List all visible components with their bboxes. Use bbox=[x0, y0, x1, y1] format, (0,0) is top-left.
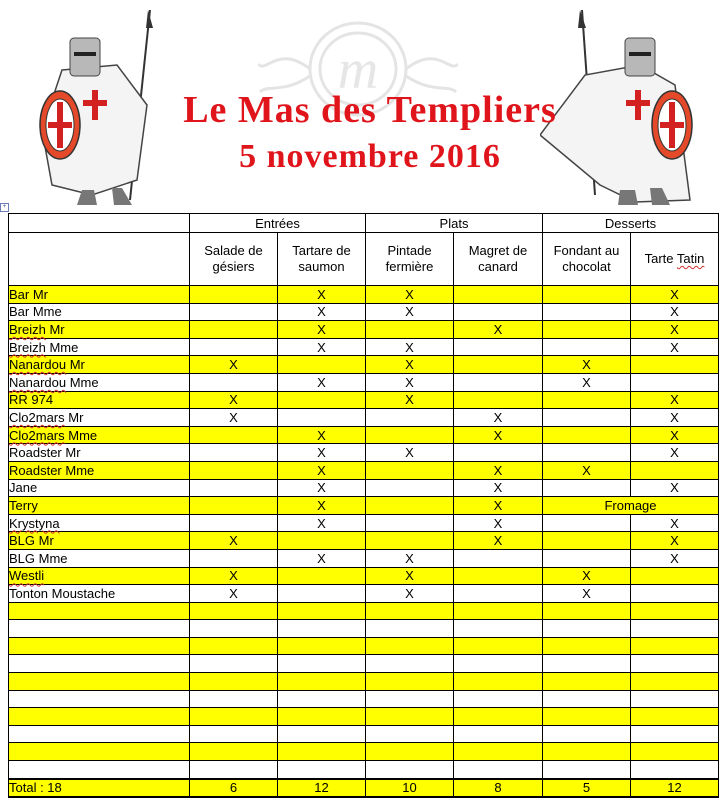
choice-cell-fondant[interactable]: X bbox=[543, 585, 631, 603]
empty-cell[interactable] bbox=[631, 637, 719, 655]
table-row bbox=[9, 567, 719, 585]
choice-cell-pintade[interactable] bbox=[366, 426, 454, 444]
empty-cell[interactable] bbox=[366, 690, 454, 708]
choice-cell-salade[interactable]: X bbox=[190, 532, 278, 550]
empty-row bbox=[9, 655, 719, 673]
choice-cell-tartare[interactable]: X bbox=[278, 514, 366, 532]
empty-cell[interactable] bbox=[9, 690, 190, 708]
guest-name[interactable]: Bar Mr bbox=[9, 286, 190, 304]
guest-name[interactable]: Breizh Mr bbox=[9, 321, 190, 339]
choice-cell-magret[interactable] bbox=[454, 373, 543, 391]
empty-cell[interactable] bbox=[631, 761, 719, 779]
total-tartare: 12 bbox=[278, 779, 366, 797]
page-title: Le Mas des Templiers bbox=[183, 89, 557, 131]
choice-cell-tatin[interactable]: X bbox=[631, 532, 719, 550]
choice-cell-tatin[interactable]: X bbox=[631, 514, 719, 532]
empty-cell[interactable] bbox=[543, 708, 631, 726]
choice-cell-fondant[interactable]: X bbox=[543, 356, 631, 374]
table-row bbox=[9, 373, 719, 391]
empty-cell[interactable] bbox=[278, 655, 366, 673]
empty-cell[interactable] bbox=[543, 673, 631, 691]
empty-cell[interactable] bbox=[631, 690, 719, 708]
empty-cell[interactable] bbox=[278, 602, 366, 620]
guest-name[interactable]: Nanardou Mme bbox=[9, 373, 190, 391]
empty-cell[interactable] bbox=[366, 743, 454, 761]
choice-cell-tatin[interactable]: X bbox=[631, 444, 719, 462]
choice-cell-tatin[interactable] bbox=[631, 461, 719, 479]
empty-cell[interactable] bbox=[278, 761, 366, 779]
choice-cell-salade[interactable] bbox=[190, 549, 278, 567]
choice-cell-pintade[interactable] bbox=[366, 532, 454, 550]
empty-cell[interactable] bbox=[278, 673, 366, 691]
empty-row bbox=[9, 708, 719, 726]
choice-cell-salade[interactable] bbox=[190, 286, 278, 304]
empty-row bbox=[9, 743, 719, 761]
choice-cell-magret[interactable]: X bbox=[454, 497, 543, 515]
empty-cell[interactable] bbox=[631, 743, 719, 761]
empty-cell[interactable] bbox=[278, 690, 366, 708]
header-tartare-de-saumon: Tartare de saumon bbox=[278, 233, 366, 286]
empty-cell[interactable] bbox=[631, 620, 719, 638]
header-plats: Plats bbox=[366, 214, 543, 233]
choice-cell-tatin[interactable]: X bbox=[631, 426, 719, 444]
choice-cell-pintade[interactable]: X bbox=[366, 549, 454, 567]
empty-cell[interactable] bbox=[543, 725, 631, 743]
guest-name[interactable]: Breizh Mme bbox=[9, 338, 190, 356]
table-row bbox=[9, 497, 719, 515]
choice-cell-tartare[interactable] bbox=[278, 409, 366, 427]
empty-cell[interactable] bbox=[454, 673, 543, 691]
choice-cell-magret[interactable] bbox=[454, 567, 543, 585]
guest-name-word: Clo2mars bbox=[9, 409, 65, 425]
choice-cell-fondant[interactable]: X bbox=[543, 373, 631, 391]
empty-cell[interactable] bbox=[190, 761, 278, 779]
empty-cell[interactable] bbox=[9, 761, 190, 779]
choice-cell-tatin[interactable] bbox=[631, 585, 719, 603]
choice-cell-salade[interactable]: X bbox=[190, 567, 278, 585]
total-salade: 6 bbox=[190, 779, 278, 797]
choice-cell-tatin[interactable]: X bbox=[631, 303, 719, 321]
dish-header-row bbox=[9, 233, 719, 286]
choice-cell-tartare[interactable] bbox=[278, 585, 366, 603]
empty-cell[interactable] bbox=[190, 690, 278, 708]
empty-cell[interactable] bbox=[543, 743, 631, 761]
table-row bbox=[9, 286, 719, 304]
table-row bbox=[9, 585, 719, 603]
guest-name-word: Breizh bbox=[9, 339, 46, 355]
choice-cell-pintade[interactable]: X bbox=[366, 286, 454, 304]
empty-cell[interactable] bbox=[9, 725, 190, 743]
guest-name[interactable] bbox=[9, 567, 190, 585]
choice-cell-tatin[interactable]: X bbox=[631, 338, 719, 356]
guest-name[interactable]: Roadster Mr bbox=[9, 444, 190, 462]
guest-name[interactable] bbox=[9, 514, 190, 532]
empty-cell[interactable] bbox=[9, 655, 190, 673]
guest-name[interactable]: Nanardou Mr bbox=[9, 356, 190, 374]
table-row bbox=[9, 444, 719, 462]
choice-cell-magret[interactable] bbox=[454, 391, 543, 409]
choice-cell-pintade[interactable]: X bbox=[366, 585, 454, 603]
choice-cell-salade[interactable]: X bbox=[190, 356, 278, 374]
choice-cell-fondant[interactable] bbox=[543, 391, 631, 409]
empty-cell[interactable] bbox=[454, 725, 543, 743]
empty-cell[interactable] bbox=[454, 620, 543, 638]
empty-cell[interactable] bbox=[454, 602, 543, 620]
empty-cell[interactable] bbox=[9, 743, 190, 761]
choice-cell-pintade[interactable]: X bbox=[366, 567, 454, 585]
choice-cell-fondant[interactable] bbox=[543, 479, 631, 497]
empty-cell[interactable] bbox=[454, 690, 543, 708]
guest-name-word: Nanardou bbox=[9, 374, 67, 390]
choice-cell-salade[interactable] bbox=[190, 514, 278, 532]
guest-name-word: Clo2mars bbox=[9, 427, 65, 443]
choice-cell-tatin[interactable]: X bbox=[631, 409, 719, 427]
choice-cell-pintade[interactable]: X bbox=[366, 373, 454, 391]
choice-cell-magret[interactable] bbox=[454, 356, 543, 374]
table-move-handle-icon[interactable]: + bbox=[0, 203, 9, 212]
empty-row bbox=[9, 725, 719, 743]
choice-cell-salade[interactable] bbox=[190, 426, 278, 444]
table-row bbox=[9, 321, 719, 339]
choice-cell-tatin[interactable]: X bbox=[631, 479, 719, 497]
choice-cell-tartare[interactable]: X bbox=[278, 461, 366, 479]
total-label: Total : 18 bbox=[9, 779, 190, 797]
choice-cell-tartare[interactable]: X bbox=[278, 549, 366, 567]
choice-cell-pintade[interactable] bbox=[366, 461, 454, 479]
choice-cell-magret[interactable]: X bbox=[454, 409, 543, 427]
empty-cell[interactable] bbox=[631, 725, 719, 743]
empty-cell[interactable] bbox=[454, 708, 543, 726]
choice-cell-pintade[interactable]: X bbox=[366, 338, 454, 356]
empty-cell[interactable] bbox=[278, 637, 366, 655]
choice-cell-tatin[interactable] bbox=[631, 567, 719, 585]
choice-cell-pintade[interactable]: X bbox=[366, 303, 454, 321]
table-row bbox=[9, 303, 719, 321]
empty-row bbox=[9, 602, 719, 620]
choice-cell-fondant[interactable] bbox=[543, 514, 631, 532]
svg-text:m: m bbox=[337, 39, 379, 101]
choice-cell-tartare[interactable] bbox=[278, 391, 366, 409]
table-row bbox=[9, 391, 719, 409]
empty-cell[interactable] bbox=[190, 602, 278, 620]
table-row bbox=[9, 356, 719, 374]
empty-cell[interactable] bbox=[366, 708, 454, 726]
choice-cell-tatin[interactable]: X bbox=[631, 549, 719, 567]
choice-cell-magret[interactable]: X bbox=[454, 514, 543, 532]
choice-cell-fondant[interactable] bbox=[543, 321, 631, 339]
page-header bbox=[0, 0, 723, 210]
empty-cell[interactable] bbox=[9, 708, 190, 726]
empty-cell[interactable] bbox=[366, 725, 454, 743]
choice-cell-tartare[interactable]: X bbox=[278, 497, 366, 515]
empty-cell[interactable] bbox=[543, 690, 631, 708]
guest-name-word: Westli bbox=[9, 568, 45, 584]
empty-cell[interactable] bbox=[278, 708, 366, 726]
empty-cell[interactable] bbox=[9, 620, 190, 638]
choice-cell-magret[interactable]: X bbox=[454, 321, 543, 339]
total-tatin: 12 bbox=[631, 779, 719, 797]
empty-cell[interactable] bbox=[454, 637, 543, 655]
choice-cell-magret[interactable]: X bbox=[454, 426, 543, 444]
empty-cell[interactable] bbox=[543, 655, 631, 673]
guest-name-word: Breizh bbox=[9, 321, 46, 337]
empty-row bbox=[9, 761, 719, 779]
empty-cell[interactable] bbox=[366, 620, 454, 638]
choice-cell-pintade[interactable]: X bbox=[366, 356, 454, 374]
choice-cell-tartare[interactable]: X bbox=[278, 321, 366, 339]
guest-name[interactable]: Tonton Moustache bbox=[9, 585, 190, 603]
event-date: 5 novembre 2016 bbox=[239, 138, 501, 175]
choice-cell-salade[interactable] bbox=[190, 303, 278, 321]
dessert-note-cell[interactable]: Fromage bbox=[543, 497, 719, 515]
choice-cell-fondant[interactable]: X bbox=[543, 567, 631, 585]
choice-cell-fondant[interactable] bbox=[543, 286, 631, 304]
choice-cell-magret[interactable] bbox=[454, 585, 543, 603]
choice-cell-fondant[interactable] bbox=[543, 549, 631, 567]
choice-cell-pintade[interactable] bbox=[366, 497, 454, 515]
choice-cell-pintade[interactable] bbox=[366, 409, 454, 427]
guest-name[interactable]: BLG Mme bbox=[9, 549, 190, 567]
choice-cell-fondant[interactable]: X bbox=[543, 461, 631, 479]
choice-cell-tartare[interactable] bbox=[278, 532, 366, 550]
header-tarte-tatin: Tarte Tatin bbox=[631, 233, 719, 286]
header-entrees: Entrées bbox=[190, 214, 366, 233]
choice-cell-tatin[interactable] bbox=[631, 356, 719, 374]
empty-cell[interactable] bbox=[190, 673, 278, 691]
choice-cell-magret[interactable]: X bbox=[454, 532, 543, 550]
empty-cell[interactable] bbox=[631, 655, 719, 673]
guest-name[interactable]: RR 974 bbox=[9, 391, 190, 409]
choice-cell-fondant[interactable] bbox=[543, 303, 631, 321]
empty-cell[interactable] bbox=[278, 725, 366, 743]
empty-cell[interactable] bbox=[631, 673, 719, 691]
guest-name[interactable]: Jane bbox=[9, 479, 190, 497]
empty-cell[interactable] bbox=[190, 743, 278, 761]
empty-cell[interactable] bbox=[366, 637, 454, 655]
total-fondant: 5 bbox=[543, 779, 631, 797]
choice-cell-magret[interactable] bbox=[454, 444, 543, 462]
choice-cell-magret[interactable] bbox=[454, 286, 543, 304]
empty-cell[interactable] bbox=[278, 743, 366, 761]
choice-cell-tatin[interactable] bbox=[631, 373, 719, 391]
table-row bbox=[9, 514, 719, 532]
choice-cell-salade[interactable] bbox=[190, 479, 278, 497]
tarte-tatin-word: Tatin bbox=[676, 251, 705, 266]
empty-row bbox=[9, 637, 719, 655]
choice-cell-tartare[interactable] bbox=[278, 356, 366, 374]
empty-cell[interactable] bbox=[278, 620, 366, 638]
choice-cell-fondant[interactable] bbox=[543, 409, 631, 427]
table-row bbox=[9, 479, 719, 497]
empty-cell[interactable] bbox=[631, 708, 719, 726]
table-row bbox=[9, 461, 719, 479]
empty-row bbox=[9, 673, 719, 691]
choice-cell-salade[interactable] bbox=[190, 338, 278, 356]
choice-cell-tartare[interactable]: X bbox=[278, 286, 366, 304]
empty-row bbox=[9, 620, 719, 638]
empty-cell[interactable] bbox=[454, 655, 543, 673]
guest-name[interactable]: Bar Mme bbox=[9, 303, 190, 321]
empty-cell[interactable] bbox=[190, 620, 278, 638]
choice-cell-salade[interactable]: X bbox=[190, 585, 278, 603]
choice-cell-salade[interactable]: X bbox=[190, 391, 278, 409]
total-magret: 8 bbox=[454, 779, 543, 797]
empty-cell[interactable] bbox=[366, 655, 454, 673]
empty-cell[interactable] bbox=[631, 602, 719, 620]
empty-row bbox=[9, 690, 719, 708]
choice-cell-tartare[interactable] bbox=[278, 567, 366, 585]
choice-cell-salade[interactable] bbox=[190, 497, 278, 515]
header-magret-de-canard: Magret de canard bbox=[454, 233, 543, 286]
empty-cell[interactable] bbox=[9, 637, 190, 655]
total-row bbox=[9, 779, 719, 797]
guest-name[interactable]: Clo2mars Mr bbox=[9, 409, 190, 427]
course-header-row bbox=[9, 214, 719, 233]
table-row bbox=[9, 338, 719, 356]
table-row bbox=[9, 549, 719, 567]
empty-cell[interactable] bbox=[454, 743, 543, 761]
header-fondant-au-chocolat: Fondant au chocolat bbox=[543, 233, 631, 286]
empty-cell[interactable] bbox=[454, 761, 543, 779]
empty-cell[interactable] bbox=[366, 761, 454, 779]
empty-cell[interactable] bbox=[190, 655, 278, 673]
choice-cell-pintade[interactable] bbox=[366, 514, 454, 532]
empty-cell[interactable] bbox=[366, 602, 454, 620]
choice-cell-tartare[interactable]: X bbox=[278, 426, 366, 444]
choice-cell-salade[interactable] bbox=[190, 373, 278, 391]
choice-cell-magret[interactable]: X bbox=[454, 479, 543, 497]
menu-choices-table bbox=[8, 213, 719, 798]
table-row bbox=[9, 532, 719, 550]
empty-cell[interactable] bbox=[543, 620, 631, 638]
choice-cell-salade[interactable]: X bbox=[190, 409, 278, 427]
choice-cell-tartare[interactable]: X bbox=[278, 338, 366, 356]
empty-cell[interactable] bbox=[190, 725, 278, 743]
guest-name-word: Krystyna bbox=[9, 515, 60, 531]
choice-cell-tartare[interactable]: X bbox=[278, 303, 366, 321]
empty-cell[interactable] bbox=[9, 673, 190, 691]
choice-cell-tatin[interactable]: X bbox=[631, 321, 719, 339]
empty-cell[interactable] bbox=[190, 708, 278, 726]
choice-cell-fondant[interactable] bbox=[543, 532, 631, 550]
choice-cell-fondant[interactable] bbox=[543, 426, 631, 444]
choice-cell-magret[interactable]: X bbox=[454, 461, 543, 479]
choice-cell-salade[interactable] bbox=[190, 321, 278, 339]
choice-cell-fondant[interactable] bbox=[543, 444, 631, 462]
choice-cell-pintade[interactable]: X bbox=[366, 444, 454, 462]
choice-cell-magret[interactable] bbox=[454, 338, 543, 356]
choice-cell-tartare[interactable]: X bbox=[278, 444, 366, 462]
blank-header-cell bbox=[9, 214, 190, 233]
empty-cell[interactable] bbox=[543, 602, 631, 620]
blank-header-cell bbox=[9, 233, 190, 286]
table-row bbox=[9, 426, 719, 444]
choice-cell-tartare[interactable]: X bbox=[278, 373, 366, 391]
choice-cell-pintade[interactable] bbox=[366, 321, 454, 339]
guest-name-word: Nanardou bbox=[9, 357, 67, 373]
choice-cell-fondant[interactable] bbox=[543, 338, 631, 356]
empty-cell[interactable] bbox=[190, 637, 278, 655]
table-row bbox=[9, 409, 719, 427]
choice-cell-pintade[interactable]: X bbox=[366, 391, 454, 409]
header-salade-de-gesiers: Salade de gésiers bbox=[190, 233, 278, 286]
empty-cell[interactable] bbox=[543, 637, 631, 655]
empty-cell[interactable] bbox=[366, 673, 454, 691]
guest-name[interactable]: Clo2mars Mme bbox=[9, 426, 190, 444]
choice-cell-magret[interactable] bbox=[454, 303, 543, 321]
choice-cell-pintade[interactable] bbox=[366, 479, 454, 497]
choice-cell-salade[interactable] bbox=[190, 461, 278, 479]
choice-cell-tatin[interactable]: X bbox=[631, 286, 719, 304]
choice-cell-salade[interactable] bbox=[190, 444, 278, 462]
total-pintade: 10 bbox=[366, 779, 454, 797]
choice-cell-tartare[interactable]: X bbox=[278, 479, 366, 497]
empty-cell[interactable] bbox=[543, 761, 631, 779]
choice-cell-tatin[interactable]: X bbox=[631, 391, 719, 409]
guest-name[interactable]: BLG Mr bbox=[9, 532, 190, 550]
guest-name[interactable]: Roadster Mme bbox=[9, 461, 190, 479]
choice-cell-magret[interactable] bbox=[454, 549, 543, 567]
header-pintade-fermiere: Pintade fermière bbox=[366, 233, 454, 286]
header-desserts: Desserts bbox=[543, 214, 719, 233]
empty-cell[interactable] bbox=[9, 602, 190, 620]
guest-name[interactable]: Terry bbox=[9, 497, 190, 515]
